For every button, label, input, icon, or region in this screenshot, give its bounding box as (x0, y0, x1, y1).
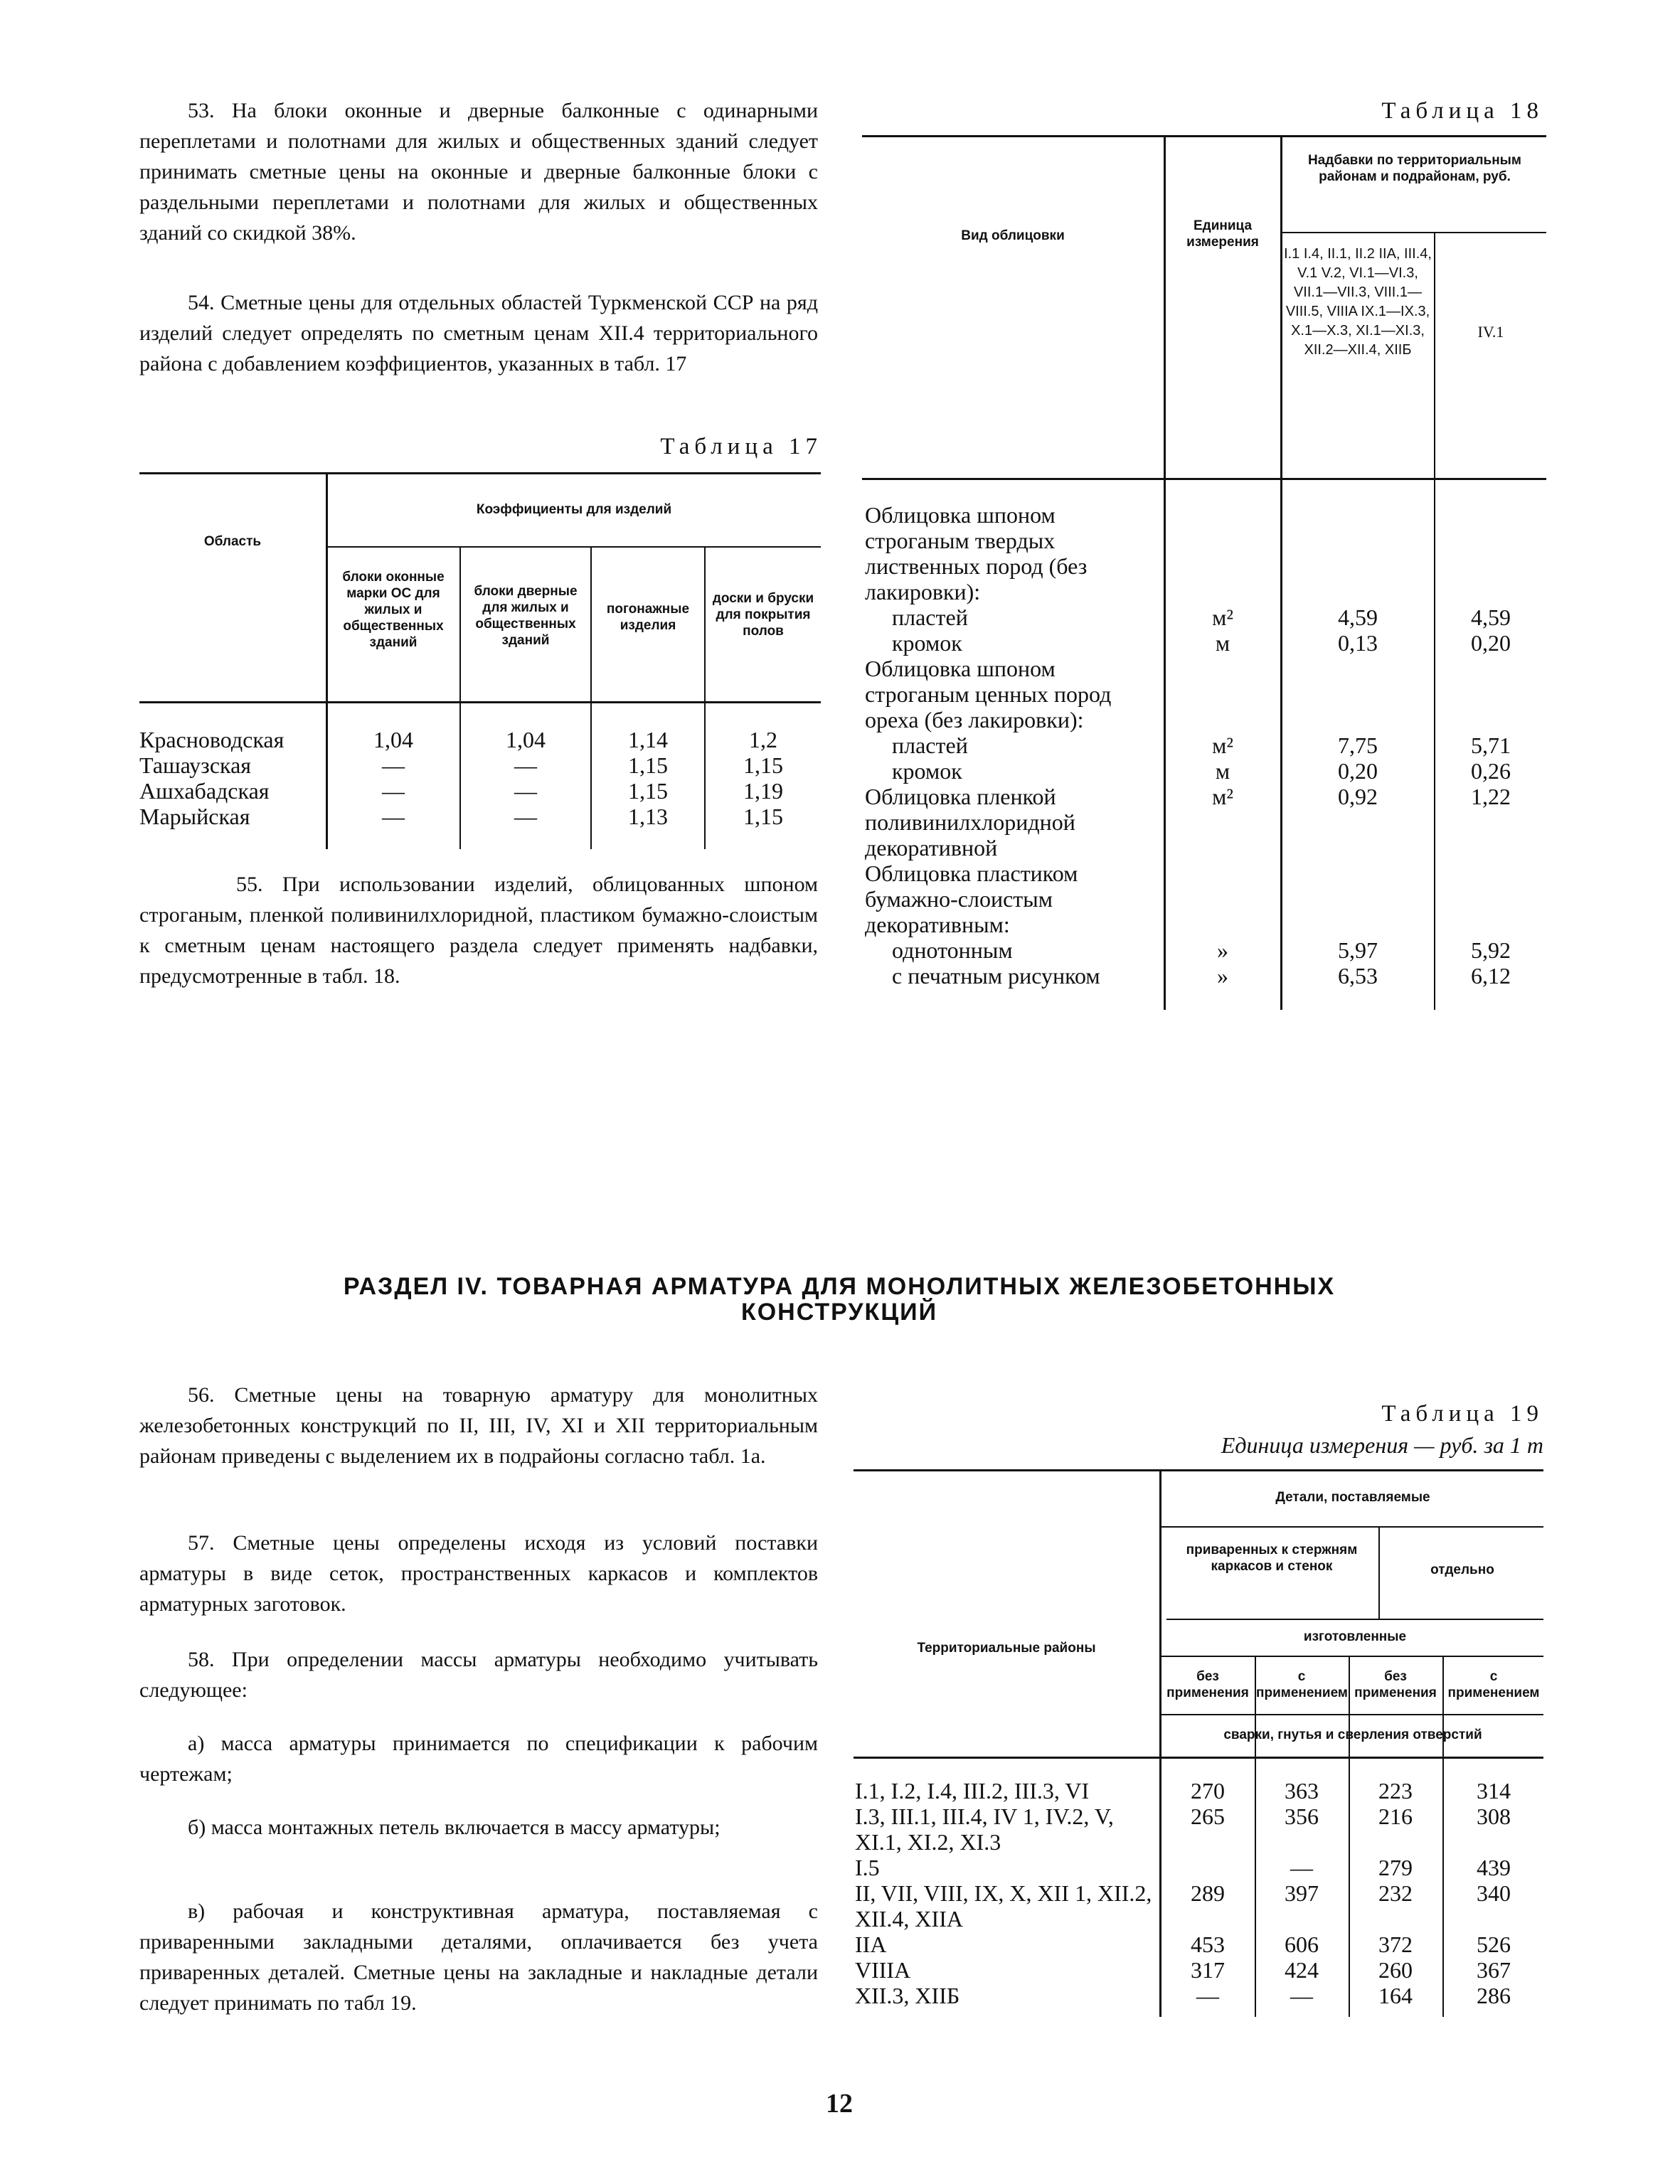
table-cell: 0,20 (1338, 758, 1378, 784)
table-cell: 340 (1477, 1880, 1511, 1906)
table-cell: » (1217, 937, 1228, 963)
table-cell: 1,14 (628, 727, 668, 752)
paragraph-c: в) рабочая и конструктивная арматура, поставляемая с приваренными закладными деталями, оплачивается без учета приваренных деталей. Сметные цены на закладные и накладные детали следует принимать по табл 19. (139, 1900, 818, 2015)
table-cell: 1,15 (628, 752, 668, 778)
table19-caption: Таблица 19 (1381, 1401, 1543, 1427)
section-title-line2: КОНСТРУКЦИЙ (740, 1299, 938, 1326)
table-row: с печатным рисунком (892, 963, 1100, 989)
table17-col-1: блоки оконные марки ОС для жилых и общественных зданий (342, 570, 445, 650)
table-row: VIIIA (855, 1957, 911, 1983)
table-cell: м² (1212, 784, 1233, 809)
table-row: однотонным (892, 937, 1013, 963)
table19-unit-caption: Единица измерения — руб. за 1 т (1221, 1432, 1543, 1458)
table-row: I.5 (855, 1855, 880, 1880)
table-cell: 372 (1378, 1932, 1413, 1957)
table-cell: м² (1212, 733, 1233, 758)
table-row: I.3, III.1, III.4, IV 1, IV.2, V, XI.1, XI.2, XI.3 (855, 1804, 1114, 1855)
table-row: пластей (892, 604, 968, 630)
section-title: РАЗДЕЛ IV. ТОВАРНАЯ АРМАТУРА ДЛЯ МОНОЛИТНЫХ ЖЕЛЕЗОБЕТОННЫХ (343, 1273, 1336, 1300)
table18-group-header: Надбавки по территориальным районам и подрайонам, руб. (1308, 153, 1521, 184)
table19-h-made: изготовленные (1303, 1629, 1407, 1644)
table-cell: 367 (1477, 1957, 1511, 1983)
table-row: Ташаузская (139, 752, 251, 778)
table18-col-a: I.1 I.4, II.1, II.2 IIA, III.4, V.1 V.2, VI.1—VI.3, VII.1—VII.3, VIII.1—VIII.5, VIIIA IX.1—IX.3, X.1—X.3, XI.1—XI.3, XII.2—XII.4, XIIБ (1284, 246, 1432, 358)
table-cell: 1,15 (743, 804, 783, 829)
table-cell: 216 (1378, 1804, 1413, 1829)
table-cell: 4,59 (1471, 604, 1511, 630)
table-cell: 265 (1191, 1804, 1225, 1829)
table-cell: 279 (1378, 1855, 1413, 1880)
table-cell: 223 (1378, 1778, 1413, 1804)
paragraph-53: 53. На блоки оконные и дверные балконные с одинарными переплетами и полотнами для жилых и общественных зданий следует принимать сметные цены на оконные и дверные балконные блоки с раздельными переплетами и полотнами для жилых и общественных зданий со скидкой 38%. (139, 99, 818, 245)
table19-col-region: Территориальные районы (917, 1641, 1096, 1656)
paragraph-b: б) масса монтажных петель включается в массу арматуры; (188, 1816, 721, 1839)
table-cell: 232 (1378, 1880, 1413, 1906)
table-cell: 1,2 (749, 727, 777, 752)
table17-col-4: доски и бруски для покрытия полов (712, 591, 814, 639)
table18-col-b: IV.1 (1477, 323, 1504, 341)
page-number: 12 (826, 2089, 853, 2119)
table-cell: м (1215, 630, 1230, 656)
table-row: II, VII, VIII, IX, X, XII 1, XII.2, XII.4, XIIA (855, 1880, 1152, 1932)
paragraph-58: 58. При определении массы арматуры необходимо учитывать следующее: (139, 1648, 818, 1702)
table-cell: 1,04 (373, 727, 413, 752)
table-cell: 4,59 (1338, 604, 1378, 630)
table-cell: 1,13 (628, 804, 668, 829)
table-cell: — (382, 752, 405, 778)
table-row: Марыйская (139, 804, 250, 829)
table-cell: 164 (1378, 1983, 1413, 2008)
table-cell: — (514, 778, 537, 804)
table19-h-ops: сварки, гнутья и сверления отверстий (1223, 1727, 1482, 1742)
table-cell: 308 (1477, 1804, 1511, 1829)
table-row: Ашхабадская (139, 778, 270, 804)
table17-group-header: Коэффициенты для изделий (476, 502, 672, 517)
table-row: пластей (892, 733, 968, 758)
table-cell: 5,71 (1471, 733, 1511, 758)
table-cell: 314 (1477, 1778, 1511, 1804)
table-cell: 1,22 (1471, 784, 1511, 809)
paragraph-54: 54. Сметные цены для отдельных областей Туркменской ССР на ряд изделий следует определять по сметным ценам XII.4 территориального района с добавлением коэффициентов, указанных в табл. 17 (139, 291, 818, 375)
table-row: XII.3, XIIБ (855, 1983, 960, 2008)
table-cell: » (1217, 963, 1228, 989)
table-cell: 5,92 (1471, 937, 1511, 963)
table19-h-separate: отдельно (1430, 1562, 1494, 1577)
table-cell: 6,12 (1471, 963, 1511, 989)
paragraph-57: 57. Сметные цены определены исходя из условий поставки арматуры в виде сеток, пространственных каркасов и комплектов арматурных заготовок. (139, 1531, 818, 1616)
table19-h-details: Детали, поставляемые (1275, 1490, 1430, 1505)
table17-col-3: погонажные изделия (606, 602, 690, 633)
table-cell: — (382, 778, 405, 804)
table-cell: 526 (1477, 1932, 1511, 1957)
table-cell: 260 (1378, 1957, 1413, 1983)
table-row: I.1, I.2, I.4, III.2, III.3, VI (855, 1778, 1090, 1804)
table-cell: 606 (1285, 1932, 1319, 1957)
table18-col-kind: Вид облицовки (961, 228, 1065, 243)
table-row: Облицовка пластиком бумажно-слоистым декоративным: (865, 861, 1078, 937)
table-cell: 363 (1285, 1778, 1319, 1804)
table-cell: 439 (1477, 1855, 1511, 1880)
table-cell: м² (1212, 604, 1233, 630)
table-row: IIA (855, 1932, 887, 1957)
table17-caption: Таблица 17 (660, 434, 822, 459)
table-row: Облицовка шпоном строганым ценных пород ореха (без лакировки): (865, 656, 1112, 733)
table-cell: — (1290, 1855, 1313, 1880)
paragraph-56: 56. Сметные цены на товарную арматуру для монолитных железобетонных конструкций по II, III, IV, XI и XII территориальным районам приведены с выделением их в подрайоны согласно табл. 1а. (139, 1383, 818, 1468)
table-cell: 1,19 (743, 778, 783, 804)
table-cell: 5,97 (1338, 937, 1378, 963)
table18-caption: Таблица 18 (1381, 98, 1543, 124)
table-cell: 289 (1191, 1880, 1225, 1906)
table-cell: 6,53 (1338, 963, 1378, 989)
table19-h-with-1: с применением (1256, 1669, 1348, 1700)
table-cell: 453 (1191, 1932, 1225, 1957)
table17-col-region: Область (203, 534, 262, 549)
table-cell: 0,92 (1338, 784, 1378, 809)
table-cell: 424 (1285, 1957, 1319, 1983)
table-cell: 397 (1285, 1880, 1319, 1906)
table-row: кромок (892, 758, 962, 784)
table-cell: — (382, 804, 405, 829)
table-cell: 317 (1191, 1957, 1225, 1983)
table-row: Облицовка пленкой поливинилхлоридной декоративной (865, 784, 1075, 861)
table19-h-without-2: без применения (1354, 1669, 1437, 1700)
table-cell: 7,75 (1338, 733, 1378, 758)
table-cell: м (1215, 758, 1230, 784)
table-cell: 270 (1191, 1778, 1225, 1804)
table-cell: 286 (1477, 1983, 1511, 2008)
table-row: кромок (892, 630, 962, 656)
table-cell: 1,15 (628, 778, 668, 804)
table-cell: 0,20 (1471, 630, 1511, 656)
table19-h-welded: приваренных к стержням каркасов и стенок (1186, 1543, 1358, 1574)
paragraph-55: 55. При использовании изделий, облицованных шпоном строганым, пленкой поливинилхлоридной, пластиком бумажно-слоистым к сметным ценам настоящего раздела следует применять надбавки, предусмотренные в табл. 18. (139, 873, 818, 988)
table-cell: 1,15 (743, 752, 783, 778)
table-cell: — (1196, 1983, 1219, 2008)
table-cell: 0,26 (1471, 758, 1511, 784)
table-cell: — (514, 804, 537, 829)
table-row: Красноводская (139, 727, 285, 752)
table-cell: 1,04 (506, 727, 546, 752)
table-row: Облицовка шпоном строганым твердых лиственных пород (без лакировки): (865, 502, 1088, 604)
table-cell: 0,13 (1338, 630, 1378, 656)
table19-h-with-2: с применением (1447, 1669, 1540, 1700)
table-cell: 356 (1285, 1804, 1319, 1829)
table-cell: — (1290, 1983, 1313, 2008)
table19-h-without-1: без применения (1166, 1669, 1249, 1700)
table-cell: — (514, 752, 537, 778)
table17-col-2: блоки дверные для жилых и общественных зданий (474, 584, 578, 648)
paragraph-a: а) масса арматуры принимается по спецификации к рабочим чертежам; (139, 1732, 818, 1786)
table18-col-unit: Единица измерения (1186, 218, 1259, 250)
